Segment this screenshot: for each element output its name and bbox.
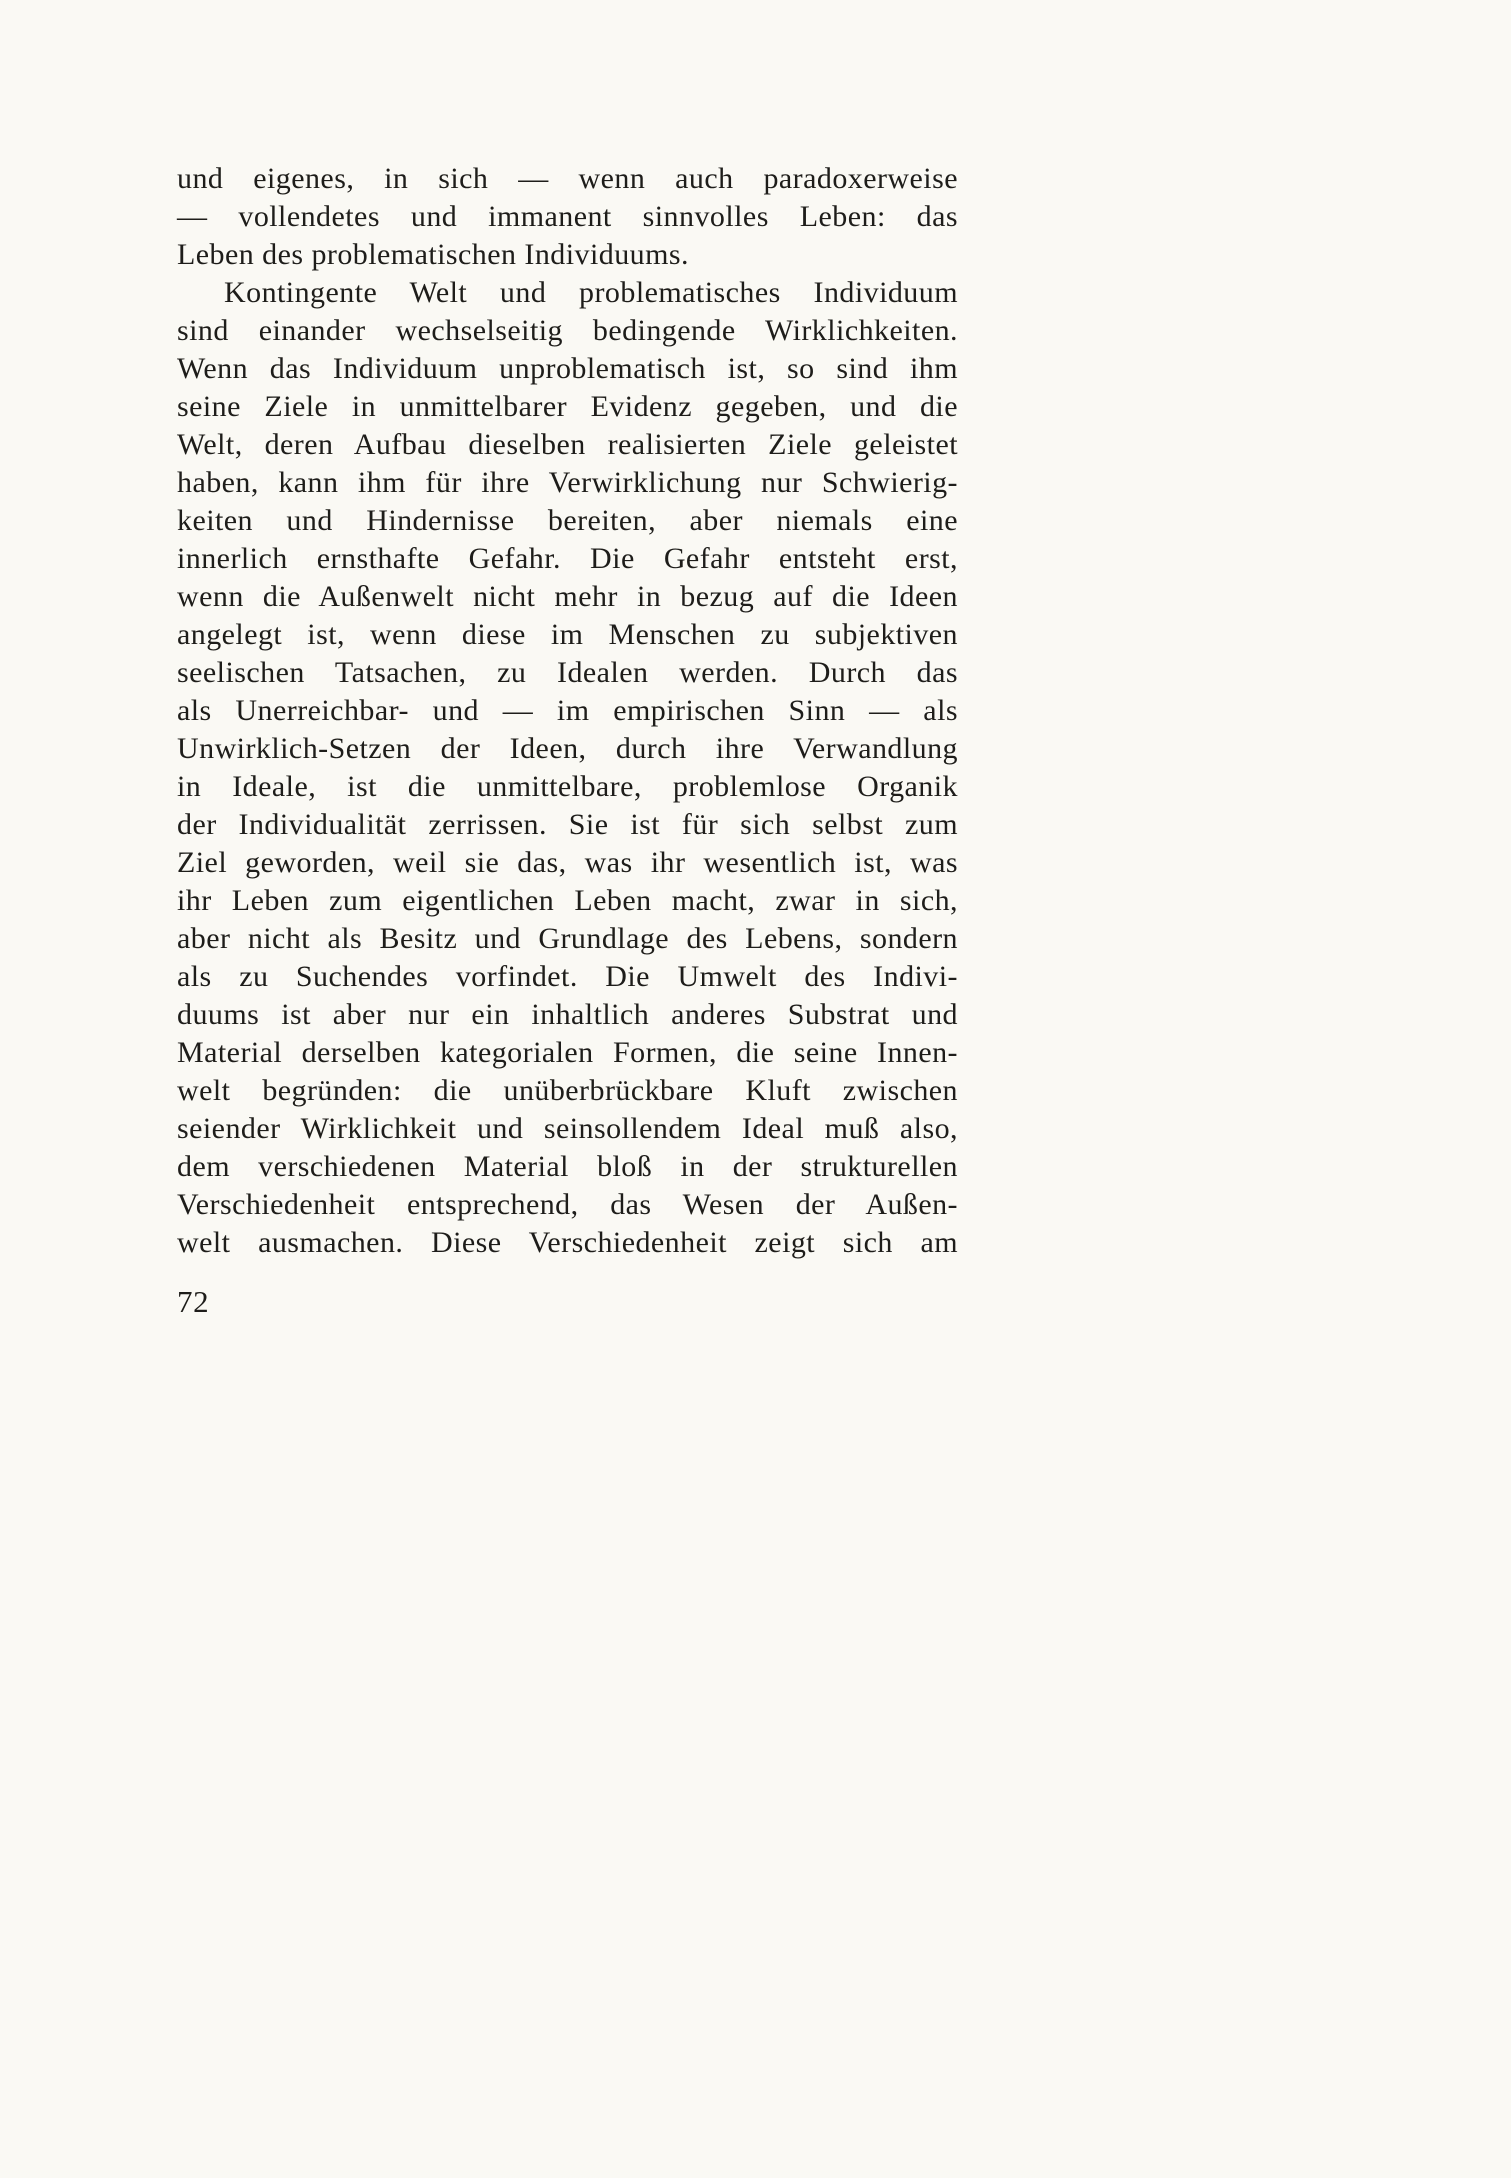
text-line: aber nicht als Besitz und Grundlage des Lebens, sondern (177, 922, 958, 955)
text-line: — vollendetes und immanent sinnvolles Leben: das (177, 200, 958, 233)
text-line: Verschiedenheit entsprechend, das Wesen der Außen- (177, 1188, 958, 1221)
text-line: Unwirklich-Setzen der Ideen, durch ihre Verwandlung (177, 732, 958, 765)
text-line: angelegt ist, wenn diese im Menschen zu subjektiven (177, 618, 958, 651)
page-number: 72 (177, 1284, 210, 1319)
text-line: ihr Leben zum eigentlichen Leben macht, zwar in sich, (177, 884, 958, 917)
text-line: haben, kann ihm für ihre Verwirklichung nur Schwierig- (177, 466, 958, 499)
text-line: Welt, deren Aufbau dieselben realisierten Ziele geleistet (177, 428, 958, 461)
text-line: der Individualität zerrissen. Sie ist für sich selbst zum (177, 808, 958, 841)
text-line: dem verschiedenen Material bloß in der strukturellen (177, 1150, 958, 1183)
text-line: Wenn das Individuum unproblematisch ist, so sind ihm (177, 352, 958, 385)
text-line: als zu Suchendes vorfindet. Die Umwelt des Indivi- (177, 960, 958, 993)
text-line: als Unerreichbar- und — im empirischen Sinn — als (177, 694, 958, 727)
text-line: keiten und Hindernisse bereiten, aber niemals eine (177, 504, 958, 537)
text-block (177, 160, 958, 1262)
text-line: duums ist aber nur ein inhaltlich anderes Substrat und (177, 998, 958, 1031)
text-line: innerlich ernsthafte Gefahr. Die Gefahr entsteht erst, (177, 542, 958, 575)
text-line: seiender Wirklichkeit und seinsollendem Ideal muß also, (177, 1112, 958, 1145)
text-line: welt begründen: die unüberbrückbare Kluft zwischen (177, 1074, 958, 1107)
text-line: welt ausmachen. Diese Verschiedenheit zeigt sich am (177, 1226, 958, 1259)
text-line: seine Ziele in unmittelbarer Evidenz gegeben, und die (177, 390, 958, 423)
text-line: in Ideale, ist die unmittelbare, problemlose Organik (177, 770, 958, 803)
text-line: und eigenes, in sich — wenn auch paradoxerweise (177, 162, 958, 195)
text-line: wenn die Außenwelt nicht mehr in bezug auf die Ideen (177, 580, 958, 613)
text-line: Ziel geworden, weil sie das, was ihr wesentlich ist, was (177, 846, 958, 879)
text-line: sind einander wechselseitig bedingende Wirklichkeiten. (177, 314, 958, 347)
text-line: Leben des problematischen Individuums. (177, 238, 689, 271)
text-line: Kontingente Welt und problematisches Individuum (224, 276, 958, 309)
text-line: Material derselben kategorialen Formen, die seine Innen- (177, 1036, 958, 1069)
text-line: seelischen Tatsachen, zu Idealen werden. Durch das (177, 656, 958, 689)
